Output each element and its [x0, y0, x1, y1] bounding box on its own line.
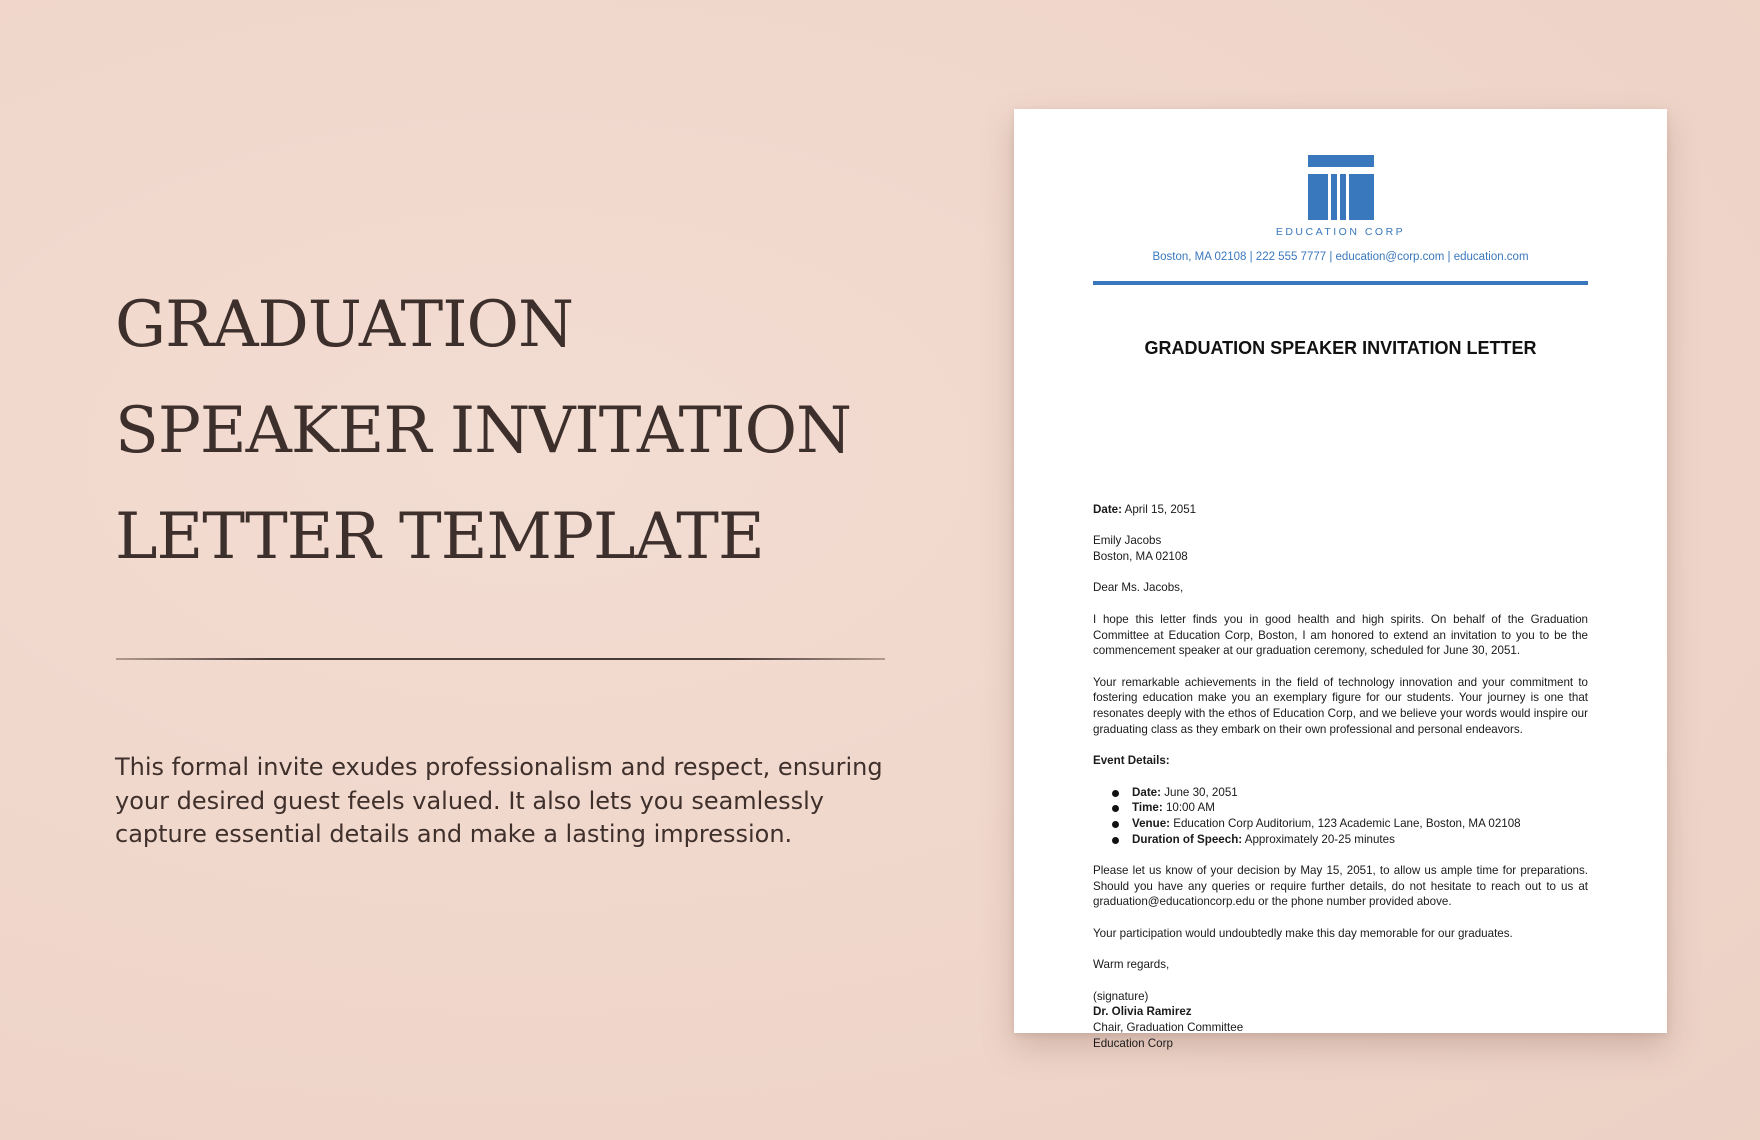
contact-line: Boston, MA 02108 | 222 555 7777 | education@corp.com | education.com — [1152, 251, 1529, 263]
event-detail-item — [1132, 800, 1588, 816]
event-detail-item — [1132, 785, 1588, 801]
detail-label: Venue: — [1132, 816, 1171, 830]
event-details-list — [1093, 785, 1588, 848]
education-corp-logo-icon — [1308, 155, 1374, 220]
paragraph: I hope this letter finds you in good health and high spirits. On behalf of the Graduation Committee at Education Corp, Boston, I am honored to extend an invitation to you to be the commencement speaker at our graduation ceremony, scheduled for June 30, 2051. — [1093, 612, 1588, 658]
date-value: April 15, 2051 — [1122, 503, 1197, 516]
bullet-icon — [1112, 790, 1119, 797]
detail-label: Duration of Speech: — [1132, 832, 1243, 846]
hero-title-line: LETTER TEMPLATE — [115, 500, 764, 574]
signer-title: Chair, Graduation Committee — [1093, 1021, 1244, 1035]
detail-label: Time: — [1132, 801, 1163, 815]
signature-placeholder: (signature) — [1093, 989, 1149, 1003]
recipient-address: Boston, MA 02108 — [1093, 550, 1188, 564]
recipient — [1093, 533, 1588, 564]
brand-name: EDUCATION CORP — [1275, 226, 1406, 238]
hero-description: This formal invite exudes professionalism and respect, ensuring your desired guest feels valued. It also lets you seamlessly capture essential details and make a lasting impression. — [115, 753, 883, 849]
detail-value: Approximately 20-25 minutes — [1242, 832, 1395, 846]
date-label: Date: — [1093, 503, 1122, 516]
signer-name: Dr. Olivia Ramirez — [1093, 1005, 1192, 1019]
header-rule — [1093, 281, 1588, 285]
bullet-icon — [1112, 805, 1119, 812]
event-heading — [1093, 753, 1588, 769]
closing: Warm regards, — [1093, 958, 1170, 972]
hero-title-line: GRADUATION — [115, 288, 573, 362]
detail-value: 10:00 AM — [1162, 801, 1215, 815]
detail-label: Date: — [1132, 785, 1161, 799]
letter-title: GRADUATION SPEAKER INVITATION LETTER — [1144, 338, 1537, 358]
paragraph: Your participation would undoubtedly make this day memorable for our graduates. — [1093, 926, 1513, 940]
detail-value: Education Corp Auditorium, 123 Academic Lane, Boston, MA 02108 — [1170, 816, 1521, 830]
signature-block — [1093, 989, 1588, 1052]
hero-title — [115, 272, 915, 590]
bullet-icon — [1112, 821, 1119, 828]
event-detail-item — [1132, 816, 1588, 832]
detail-value: June 30, 2051 — [1161, 785, 1238, 799]
paragraph: Your remarkable achievements in the field of technology innovation and your commitment to fostering education make you an exemplary figure for our students. Your journey is one that resonates deeply with the ethos of Education Corp, and we believe your words would inspire our graduating class as they embark on their own professional and personal endeavors. — [1093, 675, 1588, 736]
letter-date — [1093, 502, 1588, 518]
divider — [116, 658, 885, 660]
letter-preview — [1014, 109, 1667, 1050]
event-heading-text: Event Details: — [1093, 754, 1170, 768]
salutation: Dear Ms. Jacobs, — [1093, 581, 1184, 595]
hero-title-line: SPEAKER INVITATION — [115, 394, 852, 468]
recipient-name: Emily Jacobs — [1093, 534, 1162, 548]
signer-org: Education Corp — [1093, 1036, 1173, 1050]
bullet-icon — [1112, 837, 1119, 844]
event-detail-item — [1132, 832, 1588, 848]
letter-body — [1093, 502, 1588, 1051]
paragraph: Please let us know of your decision by May 15, 2051, to allow us ample time for preparations. Should you have any queries or require further details, do not hesitate to reach out to us at graduation@educationcorp.edu or the phone number provided above. — [1093, 864, 1588, 909]
